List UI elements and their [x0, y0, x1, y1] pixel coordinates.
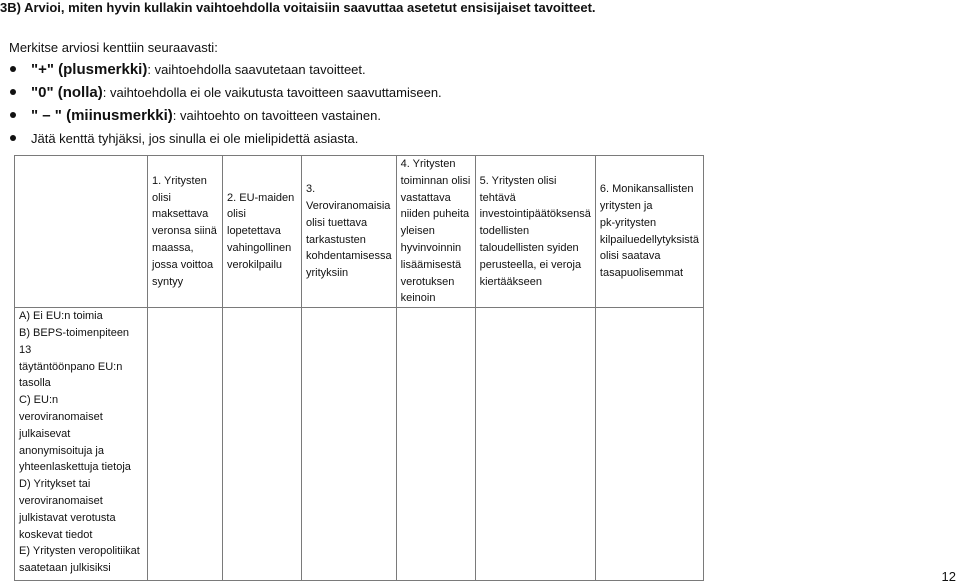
- column-header-3: 3. Veroviranomaisia olisi tuettava tarkastusten kohdentamisessa yrityksiin: [302, 156, 397, 308]
- instruction-text: Jätä kenttä tyhjäksi, jos sinulla ei ole mielipidettä asiasta.: [31, 131, 359, 146]
- instructions-list: [10, 60, 442, 149]
- column-header-1: 1. Yritysten olisi maksettava veronsa siinä maassa, jossa voittoa syntyy: [148, 156, 223, 308]
- question-title: 3B) Arvioi, miten hyvin kullakin vaihtoehdolla voitaisiin saavuttaa asetetut ensisijaiset tavoitteet.: [0, 0, 596, 15]
- instruction-text: : vaihtoehdolla ei ole vaikutusta tavoitteen saavuttamiseen.: [102, 85, 442, 100]
- instruction-minus: [10, 106, 442, 129]
- column-header-4: 4. Yritysten toiminnan olisi vastattava niiden puheita yleisen hyvinvoinnin lisäämisestä verotuksen keinoin: [396, 156, 475, 308]
- instructions-intro: Merkitse arviosi kenttiin seuraavasti:: [9, 40, 218, 55]
- plus-symbol-label: "+" (plusmerkki): [31, 61, 148, 78]
- assessment-table: [14, 155, 704, 581]
- answer-cell-4[interactable]: [396, 308, 475, 581]
- header-empty-cell: [15, 156, 148, 308]
- column-header-5: 5. Yritysten olisi tehtävä investointipäätöksensä todellisten taloudellisten syiden perusteella, ei veroja kiertääkseen: [475, 156, 595, 308]
- zero-symbol-label: "0" (nolla): [31, 84, 103, 101]
- instruction-plus: [10, 60, 442, 83]
- minus-symbol-label: " – " (miinusmerkki): [31, 107, 173, 124]
- instruction-empty: [10, 129, 442, 149]
- answer-cell-2[interactable]: [223, 308, 302, 581]
- instruction-text: : vaihtoehdolla saavutetaan tavoitteet.: [147, 62, 366, 77]
- bullet-icon: [10, 89, 16, 95]
- instruction-text: : vaihtoehto on tavoitteen vastainen.: [172, 108, 381, 123]
- page-number: 12: [941, 569, 956, 584]
- answer-cell-5[interactable]: [475, 308, 595, 581]
- answer-cell-1[interactable]: [148, 308, 223, 581]
- column-header-2: 2. EU-maiden olisi lopetettava vahingollinen verokilpailu: [223, 156, 302, 308]
- bullet-icon: [10, 66, 16, 72]
- instruction-zero: [10, 83, 442, 106]
- bullet-icon: [10, 135, 16, 141]
- row-label-options: A) Ei EU:n toimia B) BEPS-toimenpiteen 13 täytäntöönpano EU:n tasolla C) EU:n veroviranomaiset julkaisevat anonymisoituja ja yhteenlaskettuja tietoja D) Yritykset tai veroviranomaiset julkistavat verotusta koskevat tiedot E) Yritysten veropolitiikat saatetaan julkisiksi: [15, 308, 148, 581]
- answer-cell-3[interactable]: [302, 308, 397, 581]
- table-row: [15, 308, 704, 581]
- answer-cell-6[interactable]: [595, 308, 703, 581]
- column-header-6: 6. Monikansallisten yritysten ja pk-yritysten kilpailuedellytyksistä olisi saatava tasapuolisemmat: [595, 156, 703, 308]
- table-header-row: [15, 156, 704, 308]
- bullet-icon: [10, 112, 16, 118]
